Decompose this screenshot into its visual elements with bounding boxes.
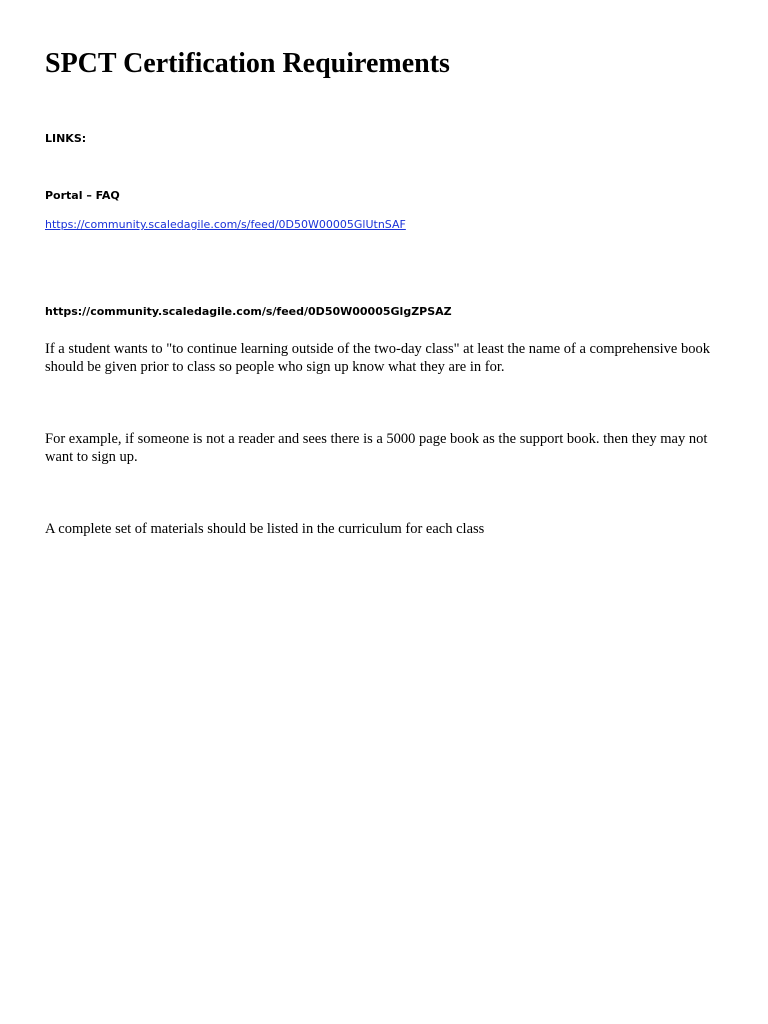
paragraph-example: For example, if someone is not a reader and sees there is a 5000 page book as the support book. then they may not want to sign up. (45, 431, 708, 465)
portal-faq-label: Portal – FAQ (45, 189, 120, 202)
page-title: SPCT Certification Requirements (45, 48, 450, 79)
portal-faq-link[interactable]: https://community.scaledagile.com/s/feed/0D50W00005GlUtnSAF (45, 218, 406, 231)
links-heading: LINKS: (45, 132, 87, 145)
paragraph-materials: A complete set of materials should be listed in the curriculum for each class (45, 521, 485, 537)
paragraph-book-guidance: If a student wants to "to continue learning outside of the two-day class" at least the name of a comprehensive book should be given prior to class so people who sign up know what they are in for. (45, 341, 710, 375)
feed-url-text: https://community.scaledagile.com/s/feed/0D50W00005GlgZPSAZ (45, 305, 452, 318)
